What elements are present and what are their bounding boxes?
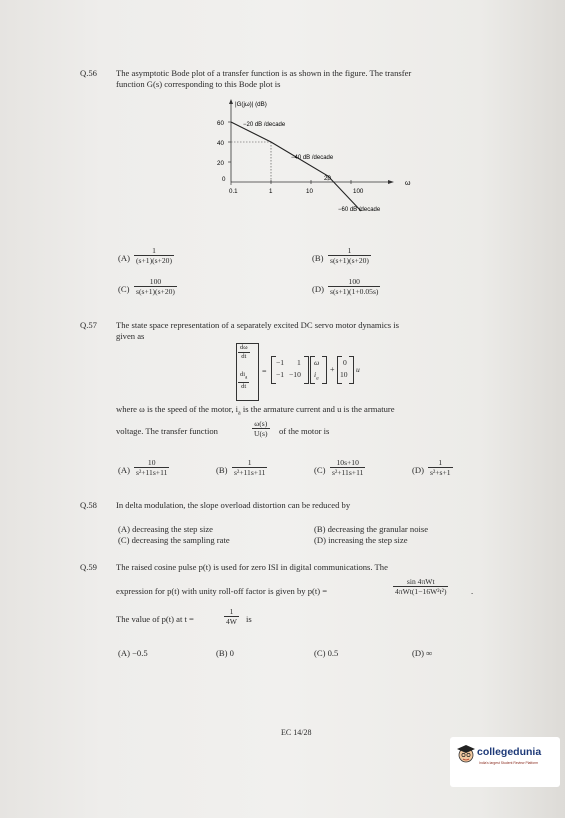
option-label: (B)	[216, 465, 228, 475]
equals-sign: =	[262, 367, 267, 376]
numerator: 1	[438, 458, 443, 467]
matrix-b-cell: 0	[343, 358, 347, 367]
subscript: a	[316, 376, 319, 382]
x-axis-arrow	[388, 180, 394, 184]
numerator: 100	[348, 277, 360, 286]
di-text: di	[240, 371, 246, 378]
plus-sign: +	[330, 365, 335, 374]
matrix-a-cell: −1	[276, 358, 285, 367]
matrix-a-cell: −1	[276, 370, 285, 379]
option-c-fraction	[330, 458, 365, 477]
question-text	[116, 404, 395, 420]
x-tick-label: 100	[353, 188, 364, 195]
denominator: s(s+1)(s+20)	[330, 256, 369, 265]
question-text: is	[246, 614, 252, 624]
lhs-dia-dt	[238, 371, 249, 391]
current-symbol: i	[314, 370, 317, 379]
y-tick-label: 60	[217, 120, 224, 127]
question-text: expression for p(t) with unity roll-off factor is given by p(t) =	[116, 586, 328, 596]
matrix-a-bracket	[304, 356, 309, 384]
numerator: 10s+10	[336, 458, 359, 467]
transfer-function-fraction	[252, 419, 270, 438]
denominator: s(s+1)(1+0.05s)	[330, 287, 379, 296]
option-label: (D)	[412, 465, 424, 475]
slope-annotation: −60 dB /decade	[338, 207, 381, 213]
numerator: 1	[152, 246, 156, 255]
question-number: Q.56	[80, 68, 97, 78]
subscript: a	[245, 375, 248, 381]
denominator: U(s)	[254, 429, 268, 438]
question-text: The state space representation of a separately excited DC servo motor dynamics is	[116, 320, 400, 330]
page-number: EC 14/28	[281, 728, 312, 737]
option-d-fraction	[428, 458, 453, 477]
question-text: The asymptotic Bode plot of a transfer function is as shown in the figure. The transfer	[116, 68, 412, 78]
question-text: of the motor is	[279, 426, 330, 436]
numerator: 1	[247, 458, 252, 467]
subscript: a	[238, 410, 241, 417]
numerator: ω(s)	[254, 419, 268, 428]
denominator: dt	[238, 352, 250, 361]
pulse-expression-fraction	[393, 577, 448, 596]
bode-plot	[195, 98, 425, 223]
logo-wordmark: collegedunia	[477, 746, 542, 758]
option-label: (C)	[118, 284, 130, 294]
option-b: (B) decreasing the granular noise	[314, 524, 429, 534]
option-d: (D) ∞	[412, 648, 433, 658]
state-omega: ω	[314, 358, 320, 367]
state-current	[314, 370, 319, 384]
option-c: (C) decreasing the sampling rate	[118, 535, 230, 545]
option-c: (C) 0.5	[314, 648, 339, 658]
numerator: sin 4πWt	[406, 577, 435, 586]
option-a-fraction	[134, 246, 174, 265]
question-number: Q.58	[80, 500, 97, 510]
denominator: (s+1)(s+20)	[136, 256, 172, 265]
denominator: s(s+1)(s+20)	[136, 287, 175, 296]
question-text: The raised cosine pulse p(t) is used for zero ISI in digital communications. The	[116, 562, 388, 572]
denominator: s²+11s+11	[332, 468, 364, 477]
x-axis-label: ω	[405, 180, 411, 187]
matrix-b-bracket	[349, 356, 354, 384]
corner-label: 20	[324, 175, 331, 182]
option-c-fraction	[134, 277, 177, 296]
question-text: voltage. The transfer function	[116, 426, 218, 436]
lhs-dw-dt	[238, 344, 250, 361]
denominator: s²+11s+11	[234, 468, 266, 477]
question-text: In delta modulation, the slope overload distortion can be reduced by	[116, 500, 351, 510]
option-d-fraction	[328, 277, 380, 296]
option-label: (C)	[314, 465, 326, 475]
state-vector-bracket	[322, 356, 327, 384]
where-text-rest: is the armature current and u is the armature	[240, 404, 395, 414]
slope-annotation: −40 dB /decade	[291, 155, 334, 161]
y-tick-label: 20	[217, 160, 224, 167]
input-u: u	[356, 365, 360, 374]
graduate-icon	[456, 743, 476, 765]
denominator: s²+11s+11	[136, 468, 168, 477]
numerator: 100	[149, 277, 162, 286]
option-a: (A) −0.5	[118, 648, 148, 658]
matrix-a-cell: −10	[289, 370, 301, 379]
numerator: 1	[229, 607, 234, 616]
x-tick-label: 1	[269, 188, 273, 195]
option-b-fraction	[232, 458, 267, 477]
denominator: 4πWt(1−16W²t²)	[395, 587, 447, 596]
option-label: (D)	[312, 284, 324, 294]
question-text: function G(s) corresponding to this Bode plot is	[116, 79, 281, 89]
time-value-fraction	[224, 607, 239, 626]
option-b-fraction	[328, 246, 371, 265]
x-tick-label: 10	[306, 188, 313, 195]
slope-annotation: −20 dB /decade	[243, 122, 286, 128]
numerator: 10	[147, 458, 156, 467]
logo-tagline: India's largest Student Review Platform	[479, 761, 539, 765]
where-text: where ω is the speed of the motor, i	[116, 404, 239, 414]
numerator	[238, 371, 249, 382]
y-tick-label: 0	[222, 176, 226, 183]
magnitude-curve	[231, 122, 361, 211]
y-tick-label: 40	[217, 140, 224, 147]
denominator: s²+s+1	[430, 468, 451, 477]
question-text: The value of p(t) at t =	[116, 614, 194, 624]
question-text: given as	[116, 331, 145, 341]
option-label: (A)	[118, 465, 130, 475]
option-b: (B) 0	[216, 648, 234, 658]
lhs-bracket-right	[253, 343, 259, 401]
collegedunia-logo	[450, 737, 560, 787]
x-tick-label: 0.1	[229, 188, 238, 195]
option-a-fraction	[134, 458, 169, 477]
period: .	[471, 586, 474, 596]
option-label: (A)	[118, 253, 130, 263]
denominator: dt	[238, 382, 249, 391]
question-number: Q.57	[80, 320, 97, 330]
y-axis-label: |G(jω)| (dB)	[235, 101, 267, 108]
matrix-a-cell: 1	[297, 358, 301, 367]
denominator: 4W	[226, 617, 237, 626]
numerator: dω	[240, 344, 248, 351]
option-d: (D) increasing the step size	[314, 535, 408, 545]
y-axis-arrow	[229, 99, 233, 104]
matrix-b-cell: 10	[340, 370, 348, 379]
option-a: (A) decreasing the step size	[118, 524, 213, 534]
option-label: (B)	[312, 253, 324, 263]
numerator: 1	[347, 246, 352, 255]
question-number: Q.59	[80, 562, 97, 572]
